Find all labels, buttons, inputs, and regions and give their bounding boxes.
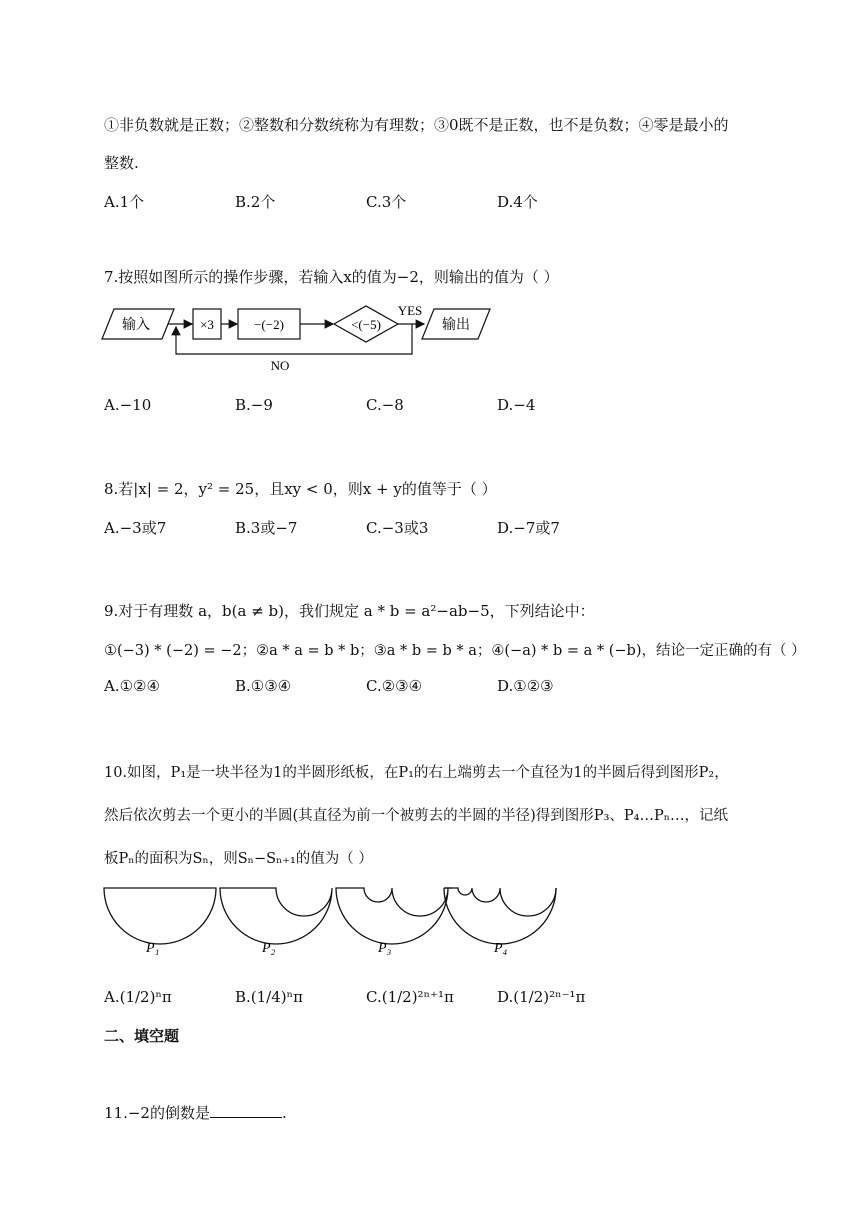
flow-step1-label: ×3 — [200, 317, 214, 332]
q7-option-b: B.−9 — [235, 396, 273, 414]
q8-stem: 8.若|x| = 2，y² = 25，且xy < 0，则x + y的值等于（ ） — [104, 480, 497, 498]
q7-option-c: C.−8 — [366, 396, 404, 414]
flow-condition-label: <(−5) — [351, 317, 381, 332]
q6-option-d: D.4个 — [497, 193, 538, 211]
q9-option-a: A.①②④ — [104, 677, 160, 695]
figure-label-p1: P₁ — [146, 941, 160, 956]
flow-no-label: NO — [270, 358, 290, 373]
q7-flowchart — [100, 297, 500, 377]
q8-option-b: B.3或−7 — [235, 519, 298, 537]
figure-p1 — [104, 888, 216, 944]
figure-p3 — [336, 888, 448, 944]
q8-option-a: A.−3或7 — [104, 519, 167, 537]
figure-p4 — [444, 888, 556, 916]
q11-stem: 11.−2的倒数是 — [104, 1104, 210, 1122]
q7-option-d: D.−4 — [497, 396, 536, 414]
q10-option-a: A.(1/2)ⁿπ — [104, 988, 172, 1006]
q9-option-d: D.①②③ — [497, 677, 554, 695]
q11-answer-blank[interactable] — [210, 1103, 282, 1118]
q9-statements: ①(−3) * (−2) = −2；②a * a = b * b；③a * b = b * a；④(−a) * b = a * (−b)，结论一定正确的有（ ） — [104, 643, 806, 659]
q10-option-b: B.(1/4)ⁿπ — [235, 988, 303, 1006]
q9-stem: 9.对于有理数 a，b(a ≠ b)，我们规定 a * b = a²−ab−5，下列结论中： — [104, 602, 595, 620]
q6-line1: ①非负数就是正数；②整数和分数统称为有理数；③0既不是正数，也不是负数；④零是最小的 — [104, 116, 729, 134]
q7-option-a: A.−10 — [104, 396, 152, 414]
q10-option-d: D.(1/2)²ⁿ⁻¹π — [497, 988, 586, 1006]
flow-yes-label: YES — [397, 303, 423, 318]
flow-input-label: 输入 — [122, 318, 150, 333]
figure-label-p4: P₄ — [494, 941, 508, 956]
q11-line — [104, 1102, 287, 1123]
figure-label-p3: P₃ — [378, 941, 392, 956]
q10-line1: 10.如图，P₁是一块半径为1的半圆形纸板，在P₁的右上端剪去一个直径为1的半圆后得到图形P₂， — [104, 765, 729, 781]
q8-option-d: D.−7或7 — [497, 519, 560, 537]
q6-line2: 整数. — [104, 154, 139, 172]
flow-output-label: 输出 — [442, 318, 470, 333]
q6-option-c: C.3个 — [366, 193, 407, 211]
section-title-fill-in: 二、填空题 — [104, 1027, 180, 1045]
q11-tail: . — [281, 1104, 287, 1122]
q10-line3: 板Pₙ的面积为Sₙ，则Sₙ−Sₙ₊₁的值为（ ） — [104, 851, 373, 867]
q10-line2: 然后依次剪去一个更小的半圆(其直径为前一个被剪去的半圆的半径)得到图形P₃、P₄…Pₙ…，记纸 — [104, 808, 728, 824]
q6-option-b: B.2个 — [235, 193, 276, 211]
q10-option-c: C.(1/2)²ⁿ⁺¹π — [366, 988, 454, 1006]
q6-option-a: A.1个 — [104, 193, 145, 211]
q9-option-c: C.②③④ — [366, 677, 423, 695]
q8-option-c: C.−3或3 — [366, 519, 429, 537]
flow-step2-label: −(−2) — [254, 317, 284, 332]
q10-semicircle-figures — [100, 884, 560, 959]
figure-p2 — [220, 888, 332, 944]
figure-label-p2: P₂ — [262, 941, 276, 956]
q7-stem: 7.按照如图所示的操作步骤，若输入x的值为−2，则输出的值为（ ） — [104, 268, 559, 286]
q9-option-b: B.①③④ — [235, 677, 292, 695]
